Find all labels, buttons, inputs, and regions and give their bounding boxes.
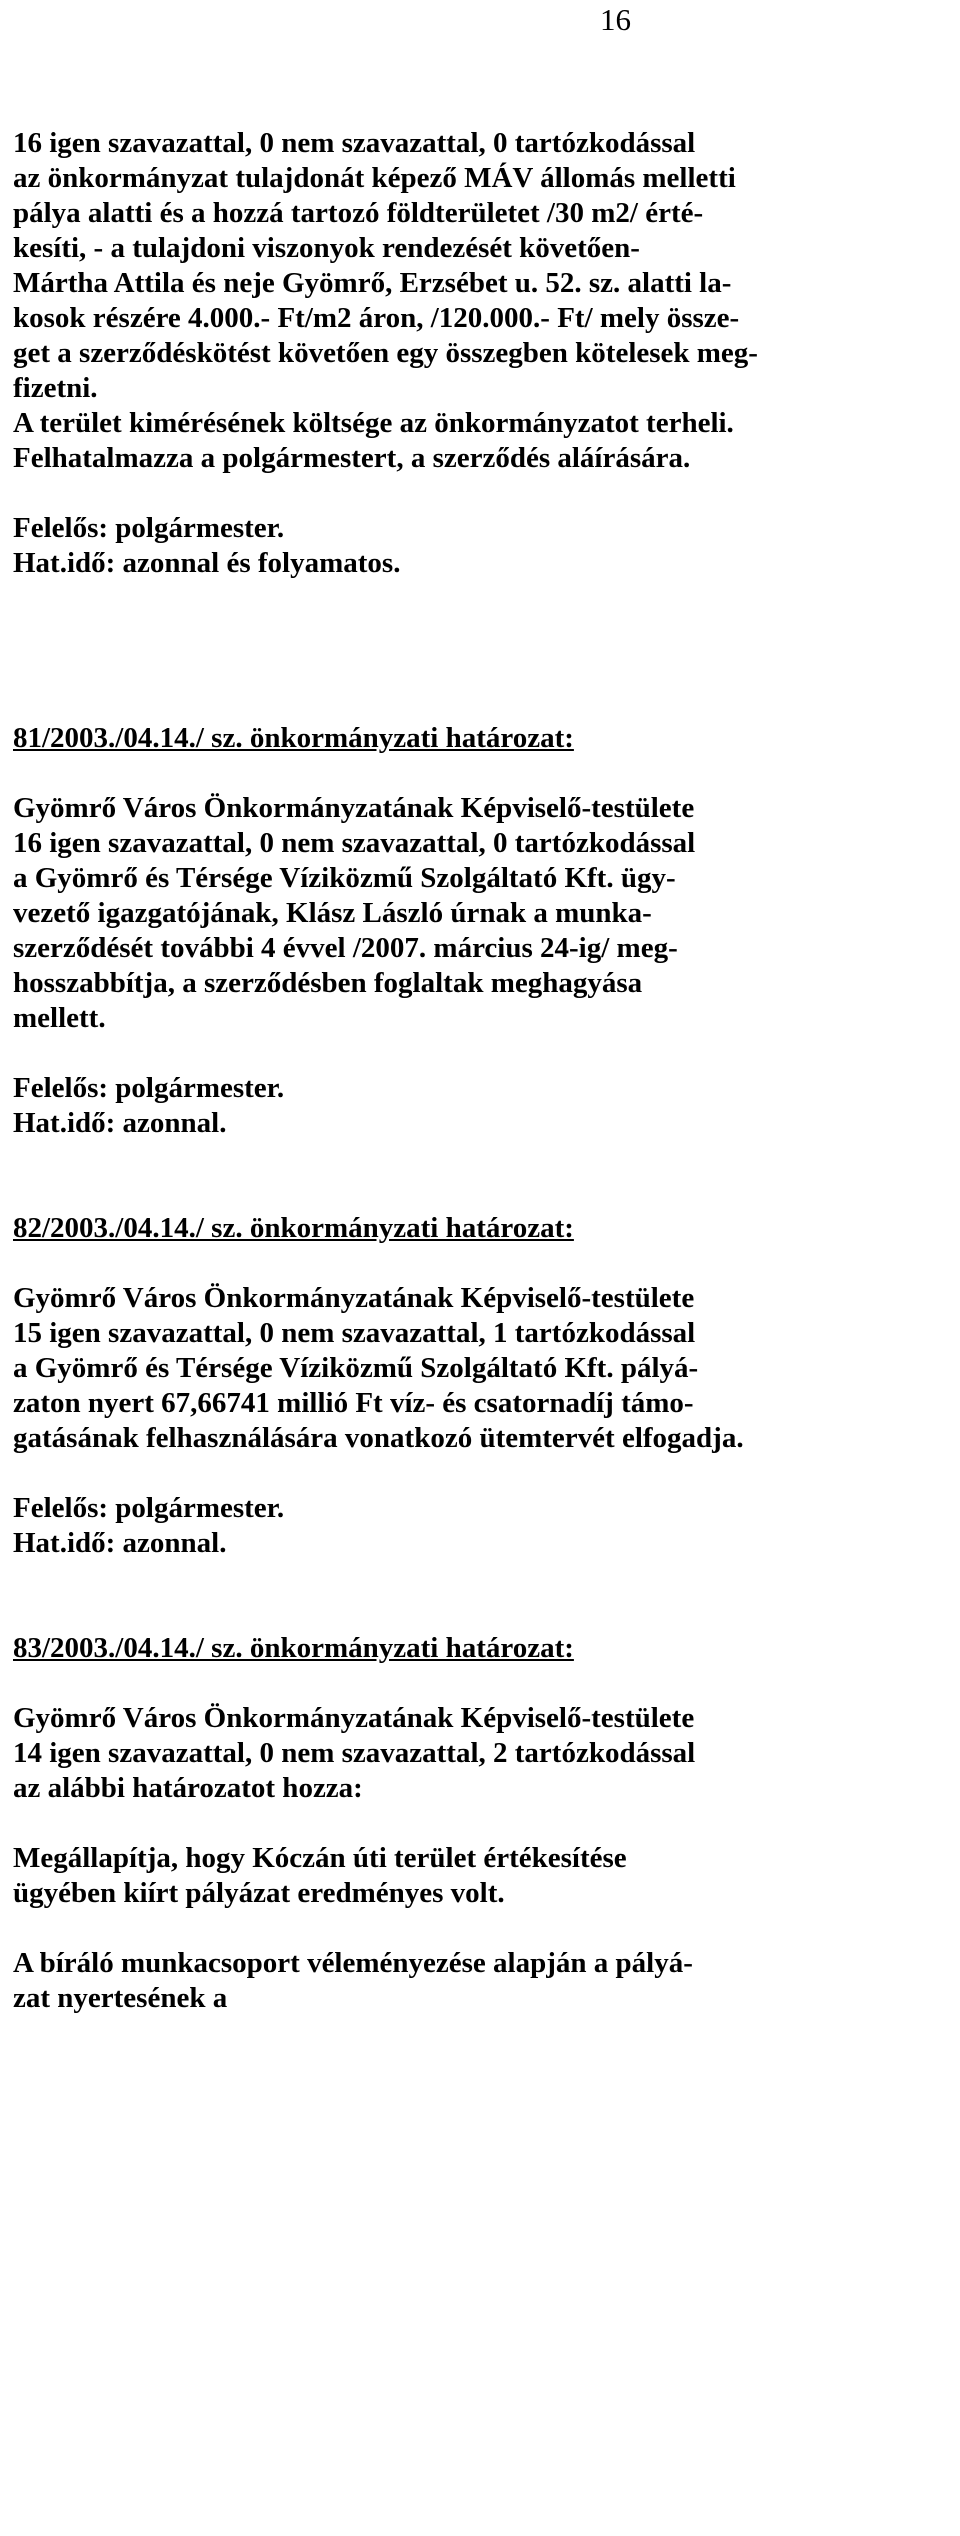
text-line: gatásának felhasználására vonatkozó ütemtervét elfogadja. (13, 1422, 744, 1454)
responsible-line: Felelős: polgármester. (13, 512, 285, 544)
page-number: 16 (600, 2, 631, 37)
responsible-line: Felelős: polgármester. (13, 1492, 285, 1524)
responsible-line: Felelős: polgármester. (13, 1072, 285, 1104)
resolution-title: 81/2003./04.14./ sz. önkormányzati határozat: (13, 722, 574, 754)
resolution-83 (13, 1631, 938, 2016)
text-line: mellett. (13, 1002, 106, 1034)
text-line: kesíti, - a tulajdoni viszonyok rendezését követően- (13, 232, 640, 264)
text-line: get a szerződéskötést követően egy összegben kötelesek meg- (13, 337, 758, 369)
resolution-title: 82/2003./04.14./ sz. önkormányzati határozat: (13, 1212, 574, 1244)
text-line: Megállapítja, hogy Kóczán úti terület értékesítése (13, 1842, 627, 1874)
text-line: az alábbi határozatot hozza: (13, 1772, 363, 1804)
text-line: Gyömrő Város Önkormányzatának Képviselő-testülete (13, 792, 695, 824)
text-line: szerződését további 4 évvel /2007. március 24-ig/ meg- (13, 932, 678, 964)
deadline-line: Hat.idő: azonnal. (13, 1527, 227, 1559)
resolution-title: 83/2003./04.14./ sz. önkormányzati határozat: (13, 1632, 574, 1664)
text-line: kosok részére 4.000.- Ft/m2 áron, /120.000.- Ft/ mely össze- (13, 302, 740, 334)
resolution-81 (13, 721, 938, 1141)
resolution-82 (13, 1211, 938, 1561)
text-line: pálya alatti és a hozzá tartozó földterületet /30 m2/ érté- (13, 197, 704, 229)
text-line: Mártha Attila és neje Gyömrő, Erzsébet u. 52. sz. alatti la- (13, 267, 732, 299)
deadline-line: Hat.idő: azonnal és folyamatos. (13, 547, 401, 579)
text-line: a Gyömrő és Térsége Víziközmű Szolgáltató Kft. ügy- (13, 862, 676, 894)
text-line: a Gyömrő és Térsége Víziközmű Szolgáltató Kft. pályá- (13, 1352, 699, 1384)
text-line: hosszabbítja, a szerződésben foglaltak meghagyása (13, 967, 643, 999)
text-line: zaton nyert 67,66741 millió Ft víz- és csatornadíj támo- (13, 1387, 694, 1419)
text-line: Gyömrő Város Önkormányzatának Képviselő-testülete (13, 1702, 695, 1734)
text-line: ügyében kiírt pályázat eredményes volt. (13, 1877, 505, 1909)
text-line: 15 igen szavazattal, 0 nem szavazattal, 1 tartózkodással (13, 1317, 696, 1349)
intro-block (13, 126, 938, 581)
text-line: 16 igen szavazattal, 0 nem szavazattal, 0 tartózkodással (13, 827, 696, 859)
document-body (13, 126, 938, 2016)
text-line: A terület kimérésének költsége az önkormányzatot terheli. (13, 407, 734, 439)
text-line: az önkormányzat tulajdonát képező MÁV állomás melletti (13, 162, 736, 194)
text-line: fizetni. (13, 372, 98, 404)
text-line: Felhatalmazza a polgármestert, a szerződés aláírására. (13, 442, 691, 474)
deadline-line: Hat.idő: azonnal. (13, 1107, 227, 1139)
text-line: Gyömrő Város Önkormányzatának Képviselő-testülete (13, 1282, 695, 1314)
text-line: 16 igen szavazattal, 0 nem szavazattal, 0 tartózkodással (13, 127, 696, 159)
text-line: 14 igen szavazattal, 0 nem szavazattal, 2 tartózkodással (13, 1737, 696, 1769)
text-line: zat nyertesének a (13, 1982, 228, 2014)
text-line: vezető igazgatójának, Klász László úrnak a munka- (13, 897, 652, 929)
text-line: A bíráló munkacsoport véleményezése alapján a pályá- (13, 1947, 693, 1979)
